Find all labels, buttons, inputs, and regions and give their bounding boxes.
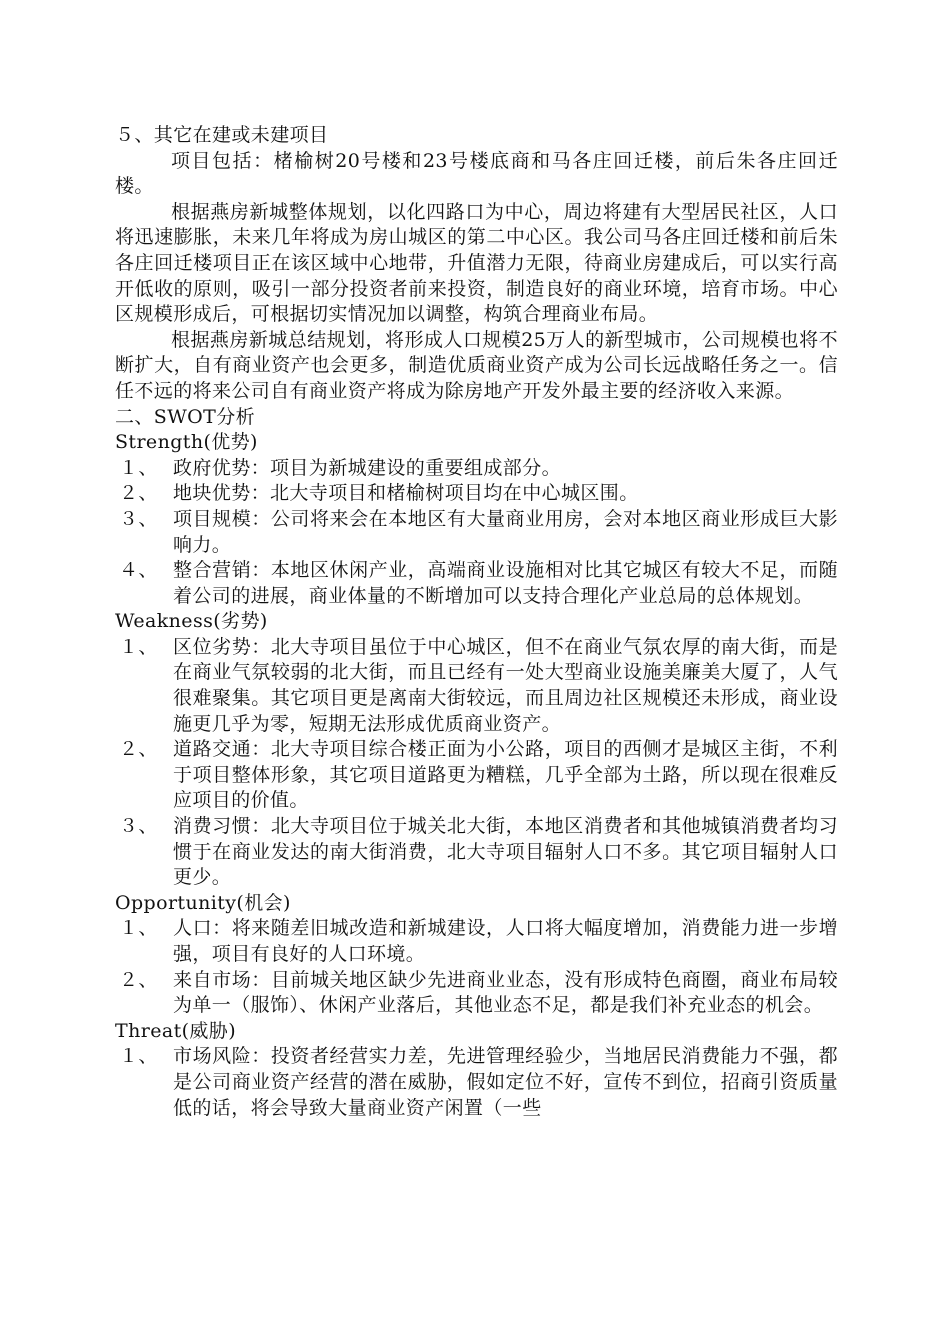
weakness-label: Weakness(劣势) bbox=[115, 610, 268, 633]
list-number: ３、 bbox=[119, 507, 158, 530]
list-number: ２、 bbox=[119, 738, 158, 761]
paragraph: 根据燕房新城整体规划，以化四路口为中心，周边将建有大型居民社区，人口将迅速膨胀，未来几年将成为房山城区的第二中心区。我公司马各庄回迁楼和前后朱各庄回迁楼项目正在该区域中心地带，升值潜力无限，待商业房建成后，可以实行高开低收的原则，吸引一部分投资者前来投资，制造良好的商业环境，培育市场。中心区规模形成后，可根据切实情况加以调整，构筑合理商业布局。 bbox=[115, 200, 838, 326]
list-text: 人口：将来随差旧城改造和新城建设，人口将大幅度增加，消费能力进一步增强，项目有良好的人口环境。 bbox=[173, 917, 838, 965]
list-text: 地块优势：北大寺项目和楮榆树项目均在中心城区围。 bbox=[173, 482, 639, 505]
list-number: ４、 bbox=[119, 559, 158, 582]
list-number: １、 bbox=[119, 635, 158, 658]
list-item bbox=[115, 481, 838, 507]
list-item bbox=[115, 814, 838, 891]
swot-heading: 二、SWOT分析 bbox=[115, 405, 255, 428]
list-text: 市场风险：投资者经营实力差，先进管理经验少，当地居民消费能力不强，都是公司商业资产经营的潜在威胁，假如定位不好，宣传不到位，招商引资质量低的话，将会导致大量商业资产闲置（一些 bbox=[173, 1045, 838, 1119]
list-item bbox=[115, 507, 838, 558]
list-text: 道路交通：北大寺项目综合楼正面为小公路，项目的西侧才是城区主街，不利于项目整体形象，其它项目道路更为糟糕，几乎全部为土路，所以现在很难反应项目的价值。 bbox=[173, 738, 838, 812]
list-text: 项目规模：公司将来会在本地区有大量商业用房，会对本地区商业形成巨大影响力。 bbox=[173, 507, 838, 556]
list-item bbox=[115, 635, 838, 737]
list-item bbox=[115, 1044, 838, 1121]
list-item bbox=[115, 968, 838, 1019]
section-heading: ５、其它在建或未建项目 bbox=[115, 124, 329, 146]
list-item bbox=[115, 737, 838, 814]
list-item bbox=[115, 558, 838, 609]
paragraph: 项目包括：楮榆树20号楼和23号楼底商和马各庄回迁楼，前后朱各庄回迁楼。 bbox=[115, 149, 838, 198]
list-number: １、 bbox=[119, 1045, 158, 1068]
list-text: 区位劣势：北大寺项目虽位于中心城区，但不在商业气氛农厚的南大街，而是在商业气氛较弱的北大街，而且已经有一处大型商业设施美廉美大厦了，人气很难聚集。其它项目更是离南大街较远，而且周边社区规模还未形成，商业设施更几乎为零，短期无法形成优质商业资产。 bbox=[173, 635, 838, 735]
strength-label: Strength(优势) bbox=[115, 431, 258, 454]
list-number: ２、 bbox=[119, 968, 158, 991]
list-number: １、 bbox=[119, 917, 158, 940]
paragraph: 根据燕房新城总结规划，将形成人口规模25万人的新型城市，公司规模也将不断扩大，自有商业资产也会更多，制造优质商业资产成为公司长远战略任务之一。信任不远的将来公司自有商业资产将成为除房地产开发外最主要的经济收入来源。 bbox=[115, 328, 838, 402]
list-number: １、 bbox=[119, 456, 158, 479]
list-text: 整合营销：本地区休闲产业，高端商业设施相对比其它城区有较大不足，而随着公司的进展，商业体量的不断增加可以支持合理化产业总局的总体规划。 bbox=[173, 559, 838, 607]
list-text: 消费习惯：北大寺项目位于城关北大街，本地区消费者和其他城镇消费者均习惯于在商业发达的南大街消费，北大寺项目辐射人口不多。其它项目辐射人口更少。 bbox=[173, 815, 838, 889]
list-item bbox=[115, 456, 838, 482]
list-text: 来自市场：目前城关地区缺少先进商业业态，没有形成特色商圈，商业布局较为单一（服饰）、休闲产业落后，其他业态不足，都是我们补充业态的机会。 bbox=[173, 968, 838, 1017]
list-number: ２、 bbox=[119, 482, 158, 505]
threat-label: Threat(威胁) bbox=[115, 1019, 237, 1042]
list-text: 政府优势：项目为新城建设的重要组成部分。 bbox=[173, 456, 562, 479]
opportunity-label: Opportunity(机会) bbox=[115, 891, 291, 914]
list-number: ３、 bbox=[119, 815, 158, 838]
list-item bbox=[115, 916, 838, 967]
